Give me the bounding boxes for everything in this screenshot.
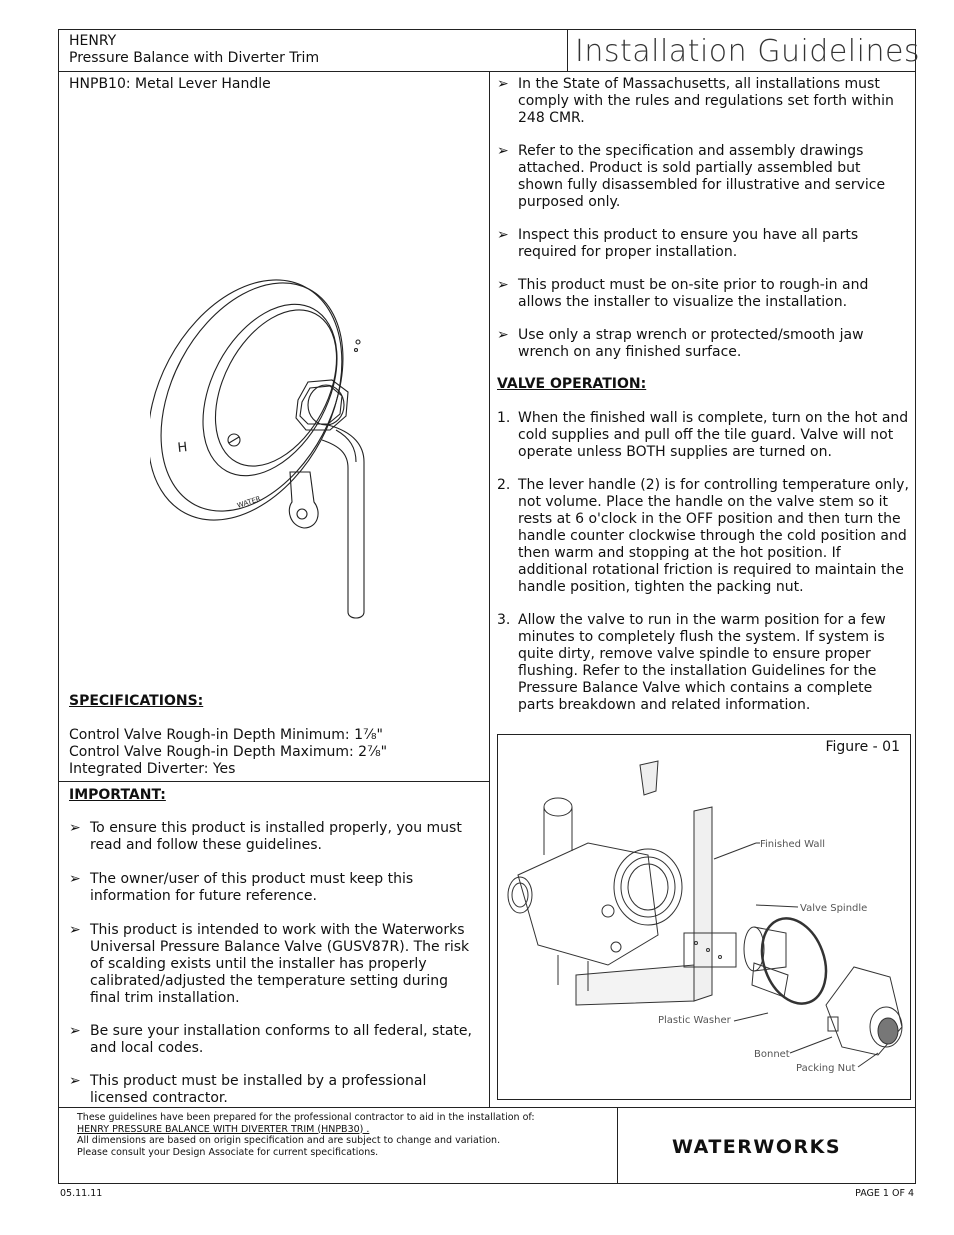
footer-notes: [77, 1112, 607, 1158]
arrow-bullet-icon: ➢: [69, 922, 81, 938]
specs-list: [69, 727, 387, 778]
arrow-bullet-icon: ➢: [497, 227, 509, 243]
arrow-bullet-icon: ➢: [69, 871, 81, 887]
brand-mark: WATER: [236, 494, 262, 510]
model-label: HNPB10: Metal Lever Handle: [69, 76, 271, 92]
arrow-bullet-icon: ➢: [497, 327, 509, 343]
list-item: 2. The lever handle (2) is for controlling temperature only, not volume. Place the handle on the valve stem so it rests at 6 o'clock in the OFF position and then turn the handle counter clockwise through the cold position and then warm and stopping at the hot position. If additional rotational friction is required to maintain the handle position, tighten the packing nut.: [497, 477, 909, 595]
callout-valve-spindle: Valve Spindle: [800, 903, 868, 914]
list-item: ➢ This product must be installed by a professional licensed contractor.: [69, 1073, 427, 1106]
important-list: [69, 820, 474, 1107]
spec-item: Control Valve Rough-in Depth Maximum: 2⅞": [69, 744, 388, 760]
list-item: ➢ To ensure this product is installed properly, you must read and follow these guidelines.: [69, 820, 462, 853]
arrow-bullet-icon: ➢: [69, 1023, 81, 1039]
arrow-bullet-icon: ➢: [497, 277, 509, 293]
brand-logo: WATERWORKS: [672, 1136, 842, 1158]
list-item: ➢ In the State of Massachusetts, all installations must comply with the rules and regulations set forth within 248 CMR.: [497, 76, 894, 126]
product-subtitle: Pressure Balance with Diverter Trim: [69, 50, 320, 66]
footer-brand-divider: [617, 1107, 618, 1184]
list-item: ➢ This product must be on-site prior to rough-in and allows the installer to visualize the installation.: [497, 277, 869, 310]
footer-divider: [58, 1107, 916, 1108]
callout-bonnet: Bonnet: [754, 1049, 790, 1060]
list-item: ➢ Inspect this product to ensure you have all parts required for proper installation.: [497, 227, 859, 260]
header-divider: [58, 71, 916, 72]
arrow-bullet-icon: ➢: [497, 76, 509, 92]
figure-01-box: [497, 734, 911, 1100]
spec-item: Integrated Diverter: Yes: [69, 761, 236, 777]
specs-divider: [58, 781, 489, 782]
page-number: PAGE 1 OF 4: [855, 1188, 914, 1199]
list-item: ➢ The owner/user of this product must keep this information for future reference.: [69, 871, 414, 904]
specs-heading: SPECIFICATIONS:: [69, 693, 204, 709]
hot-mark: H: [176, 440, 189, 456]
arrow-bullet-icon: ➢: [497, 143, 509, 159]
figure-label: Figure - 01: [825, 739, 900, 755]
footer-product-link: HENRY PRESSURE BALANCE WITH DIVERTER TRIM (HNPB30) .: [77, 1123, 370, 1135]
footer-line: Please consult your Design Associate for current specifications.: [77, 1146, 379, 1158]
footer-line: All dimensions are based on origin specification and are subject to change and variation.: [77, 1135, 501, 1146]
valve-assembly-drawing: [498, 735, 910, 1099]
doc-title: Installation Guidelines: [575, 34, 921, 69]
arrow-bullet-icon: ➢: [69, 820, 81, 836]
arrow-bullet-icon: ➢: [69, 1073, 81, 1089]
column-divider: [489, 71, 490, 1107]
lever-handle-drawing: [150, 240, 470, 630]
title-divider: [567, 29, 568, 71]
product-name: HENRY: [69, 33, 117, 49]
valve-operation-heading: VALVE OPERATION:: [497, 376, 647, 392]
list-item: ➢ Be sure your installation conforms to all federal, state, and local codes.: [69, 1023, 472, 1056]
spec-item: Control Valve Rough-in Depth Minimum: 1⅞": [69, 727, 383, 743]
list-item: 3. Allow the valve to run in the warm position for a few minutes to completely flush the system. If system is quite dirty, remove valve spindle to ensure proper flushing. Refer to the installation Guidelines for the Pressure Balance Valve which contains a complete parts breakdown and related information.: [497, 612, 886, 713]
callout-finished-wall: Finished Wall: [760, 839, 826, 850]
valve-steps-list: [497, 410, 909, 714]
list-item: ➢ This product is intended to work with the Waterworks Universal Pressure Balance Valve (GUSV87R). The risk of scalding exists until the installer has properly calibrated/adjusted the temperature setting during final trim installation.: [69, 922, 470, 1006]
list-item: ➢ Refer to the specification and assembly drawings attached. Product is sold partially assembled but shown fully disassembled for illustrative and service purposed only.: [497, 143, 886, 210]
callout-plastic-washer: Plastic Washer: [658, 1015, 731, 1026]
doc-date: 05.11.11: [60, 1188, 103, 1199]
list-item: 1. When the finished wall is complete, turn on the hot and cold supplies and pull off the tile guard. Valve will not operate unless BOTH supplies are turned on.: [497, 410, 909, 460]
important-heading: IMPORTANT:: [69, 787, 166, 803]
callout-packing-nut: Packing Nut: [796, 1063, 856, 1074]
notes-list: [497, 76, 909, 361]
list-item: ➢ Use only a strap wrench or protected/smooth jaw wrench on any finished surface.: [497, 327, 864, 360]
footer-line: These guidelines have been prepared for the professional contractor to aid in the installation of:: [77, 1112, 535, 1123]
